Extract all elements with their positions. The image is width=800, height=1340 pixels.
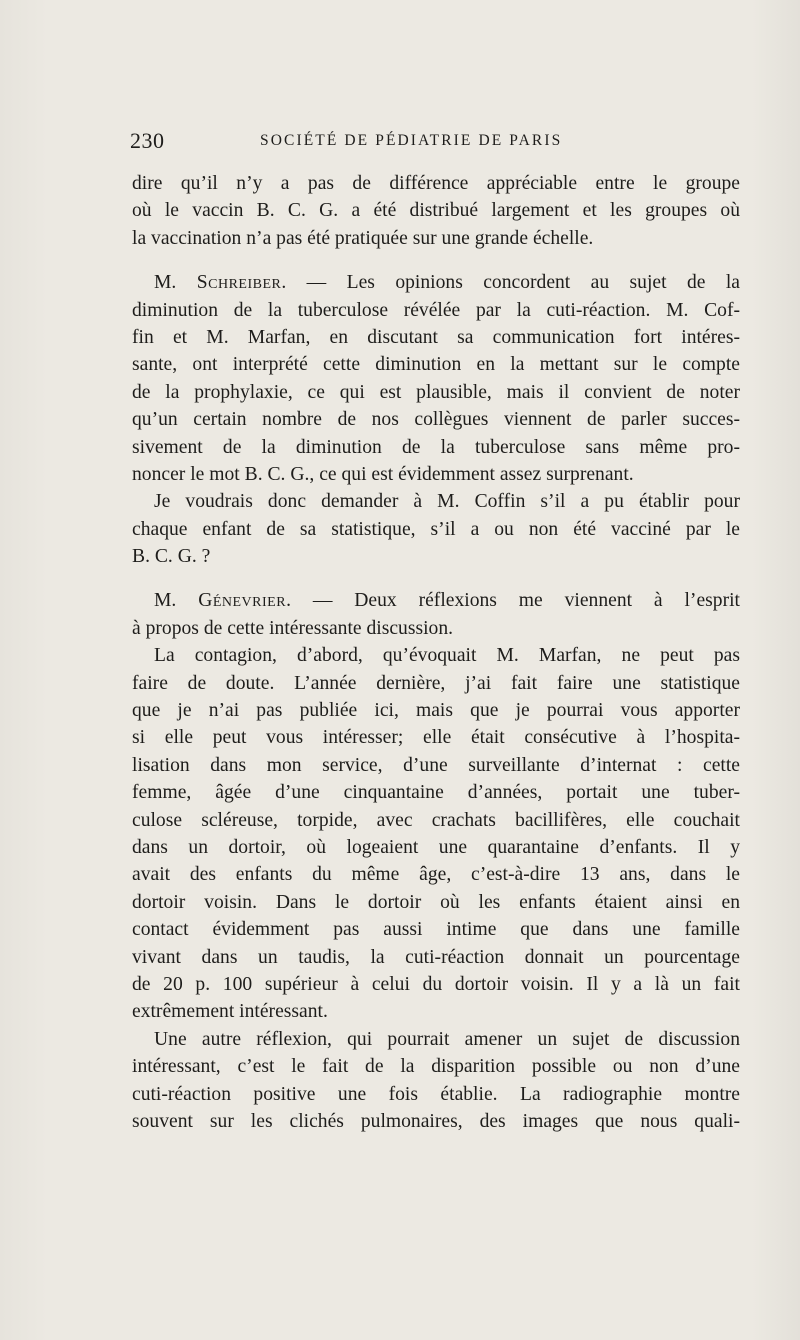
text-line: cuti-réaction positive une fois établie. La radiographie montre — [132, 1083, 740, 1105]
text-line: Une autre réflexion, qui pourrait amener un sujet de discussion — [154, 1028, 740, 1050]
page-header — [130, 128, 740, 158]
text-line: chaque enfant de sa statistique, s’il a ou non été vacciné par le — [132, 518, 740, 540]
text-line: où le vaccin B. C. G. a été distribué largement et les groupes où — [132, 200, 740, 222]
paragraph-spacer — [132, 570, 740, 587]
speaker-name: Génevrier — [198, 590, 287, 612]
text-line: dire qu’il n’y a pas de différence appréciable entre le groupe — [132, 173, 740, 194]
text-line: vivant dans un taudis, la cuti-réaction donnait un pourcentage — [132, 946, 740, 968]
text-line: faire de doute. L’année dernière, j’ai fait faire une statistique — [132, 672, 740, 694]
text-line: La contagion, d’abord, qu’évoquait M. Marfan, ne peut pas — [154, 645, 740, 667]
paragraph — [132, 488, 740, 570]
text-line: que je n’ai pas publiée ici, mais que je pourrai vous apporter — [132, 700, 740, 722]
speaker-prefix: M. — [154, 272, 197, 294]
text-line: lisation dans mon service, d’une surveillante d’internat : cette — [132, 754, 740, 776]
speaker-line-rest: . — Deux réflexions me viennent à l’esprit — [286, 590, 740, 612]
text-line: noncer le mot B. C. G., ce qui est évidemment assez surprenant. — [132, 463, 634, 485]
text-line: Je voudrais donc demander à M. Coffin s’il a pu établir pour — [154, 491, 740, 513]
text-line: de 20 p. 100 supérieur à celui du dortoir voisin. Il y a là un fait — [132, 973, 740, 995]
page-number: 230 — [130, 128, 165, 153]
paragraph-spacer — [132, 252, 740, 269]
speaker-line-rest: . — Les opinions concordent au sujet de la — [281, 272, 740, 294]
paragraph — [132, 170, 740, 252]
paragraph-genevrier — [132, 587, 740, 642]
text-line: souvent sur les clichés pulmonaires, des images que nous quali- — [132, 1110, 740, 1132]
text-line: sivement de la diminution de la tuberculose sans même pro- — [132, 436, 740, 458]
text-line: culose scléreuse, torpide, avec crachats bacillifères, elle couchait — [132, 809, 740, 831]
text-line: fin et M. Marfan, en discutant sa communication fort intéres- — [132, 326, 740, 348]
speaker-name: Schreiber — [196, 272, 282, 294]
text-line: si elle peut vous intéresser; elle était consécutive à l’hospita- — [132, 727, 740, 749]
text-line: dans un dortoir, où logeaient une quarantaine d’enfants. Il y — [132, 836, 740, 858]
text-line — [132, 587, 740, 614]
page-body-text — [132, 170, 740, 1135]
running-title: SOCIÉTÉ DE PÉDIATRIE DE PARIS — [260, 132, 563, 149]
text-line: diminution de la tuberculose révélée par la cuti-réaction. M. Cof- — [132, 299, 740, 321]
text-line: femme, âgée d’une cinquantaine d’années, portait une tuber- — [132, 782, 740, 804]
text-line: la vaccination n’a pas été pratiquée sur une grande échelle. — [132, 227, 594, 249]
paragraph-schreiber — [132, 269, 740, 488]
speaker-prefix: M. — [154, 590, 199, 612]
text-line: dortoir voisin. Dans le dortoir où les enfants étaient ainsi en — [132, 891, 740, 913]
paragraph — [132, 1026, 740, 1136]
text-line: B. C. G. ? — [132, 546, 211, 568]
text-line: à propos de cette intéressante discussion. — [132, 617, 454, 639]
text-line: intéressant, c’est le fait de la disparition possible ou non d’une — [132, 1056, 740, 1078]
text-line: de la prophylaxie, ce qui est plausible, mais il convient de noter — [132, 381, 740, 403]
text-line — [132, 269, 740, 296]
text-line: extrêmement intéressant. — [132, 1001, 328, 1023]
text-line: qu’un certain nombre de nos collègues viennent de parler succes- — [132, 409, 740, 431]
text-line: contact évidemment pas aussi intime que dans une famille — [132, 919, 740, 941]
text-line: sante, ont interprété cette diminution en la mettant sur le compte — [132, 354, 740, 376]
text-line: avait des enfants du même âge, c’est-à-dire 13 ans, dans le — [132, 864, 740, 886]
paragraph — [132, 642, 740, 1025]
